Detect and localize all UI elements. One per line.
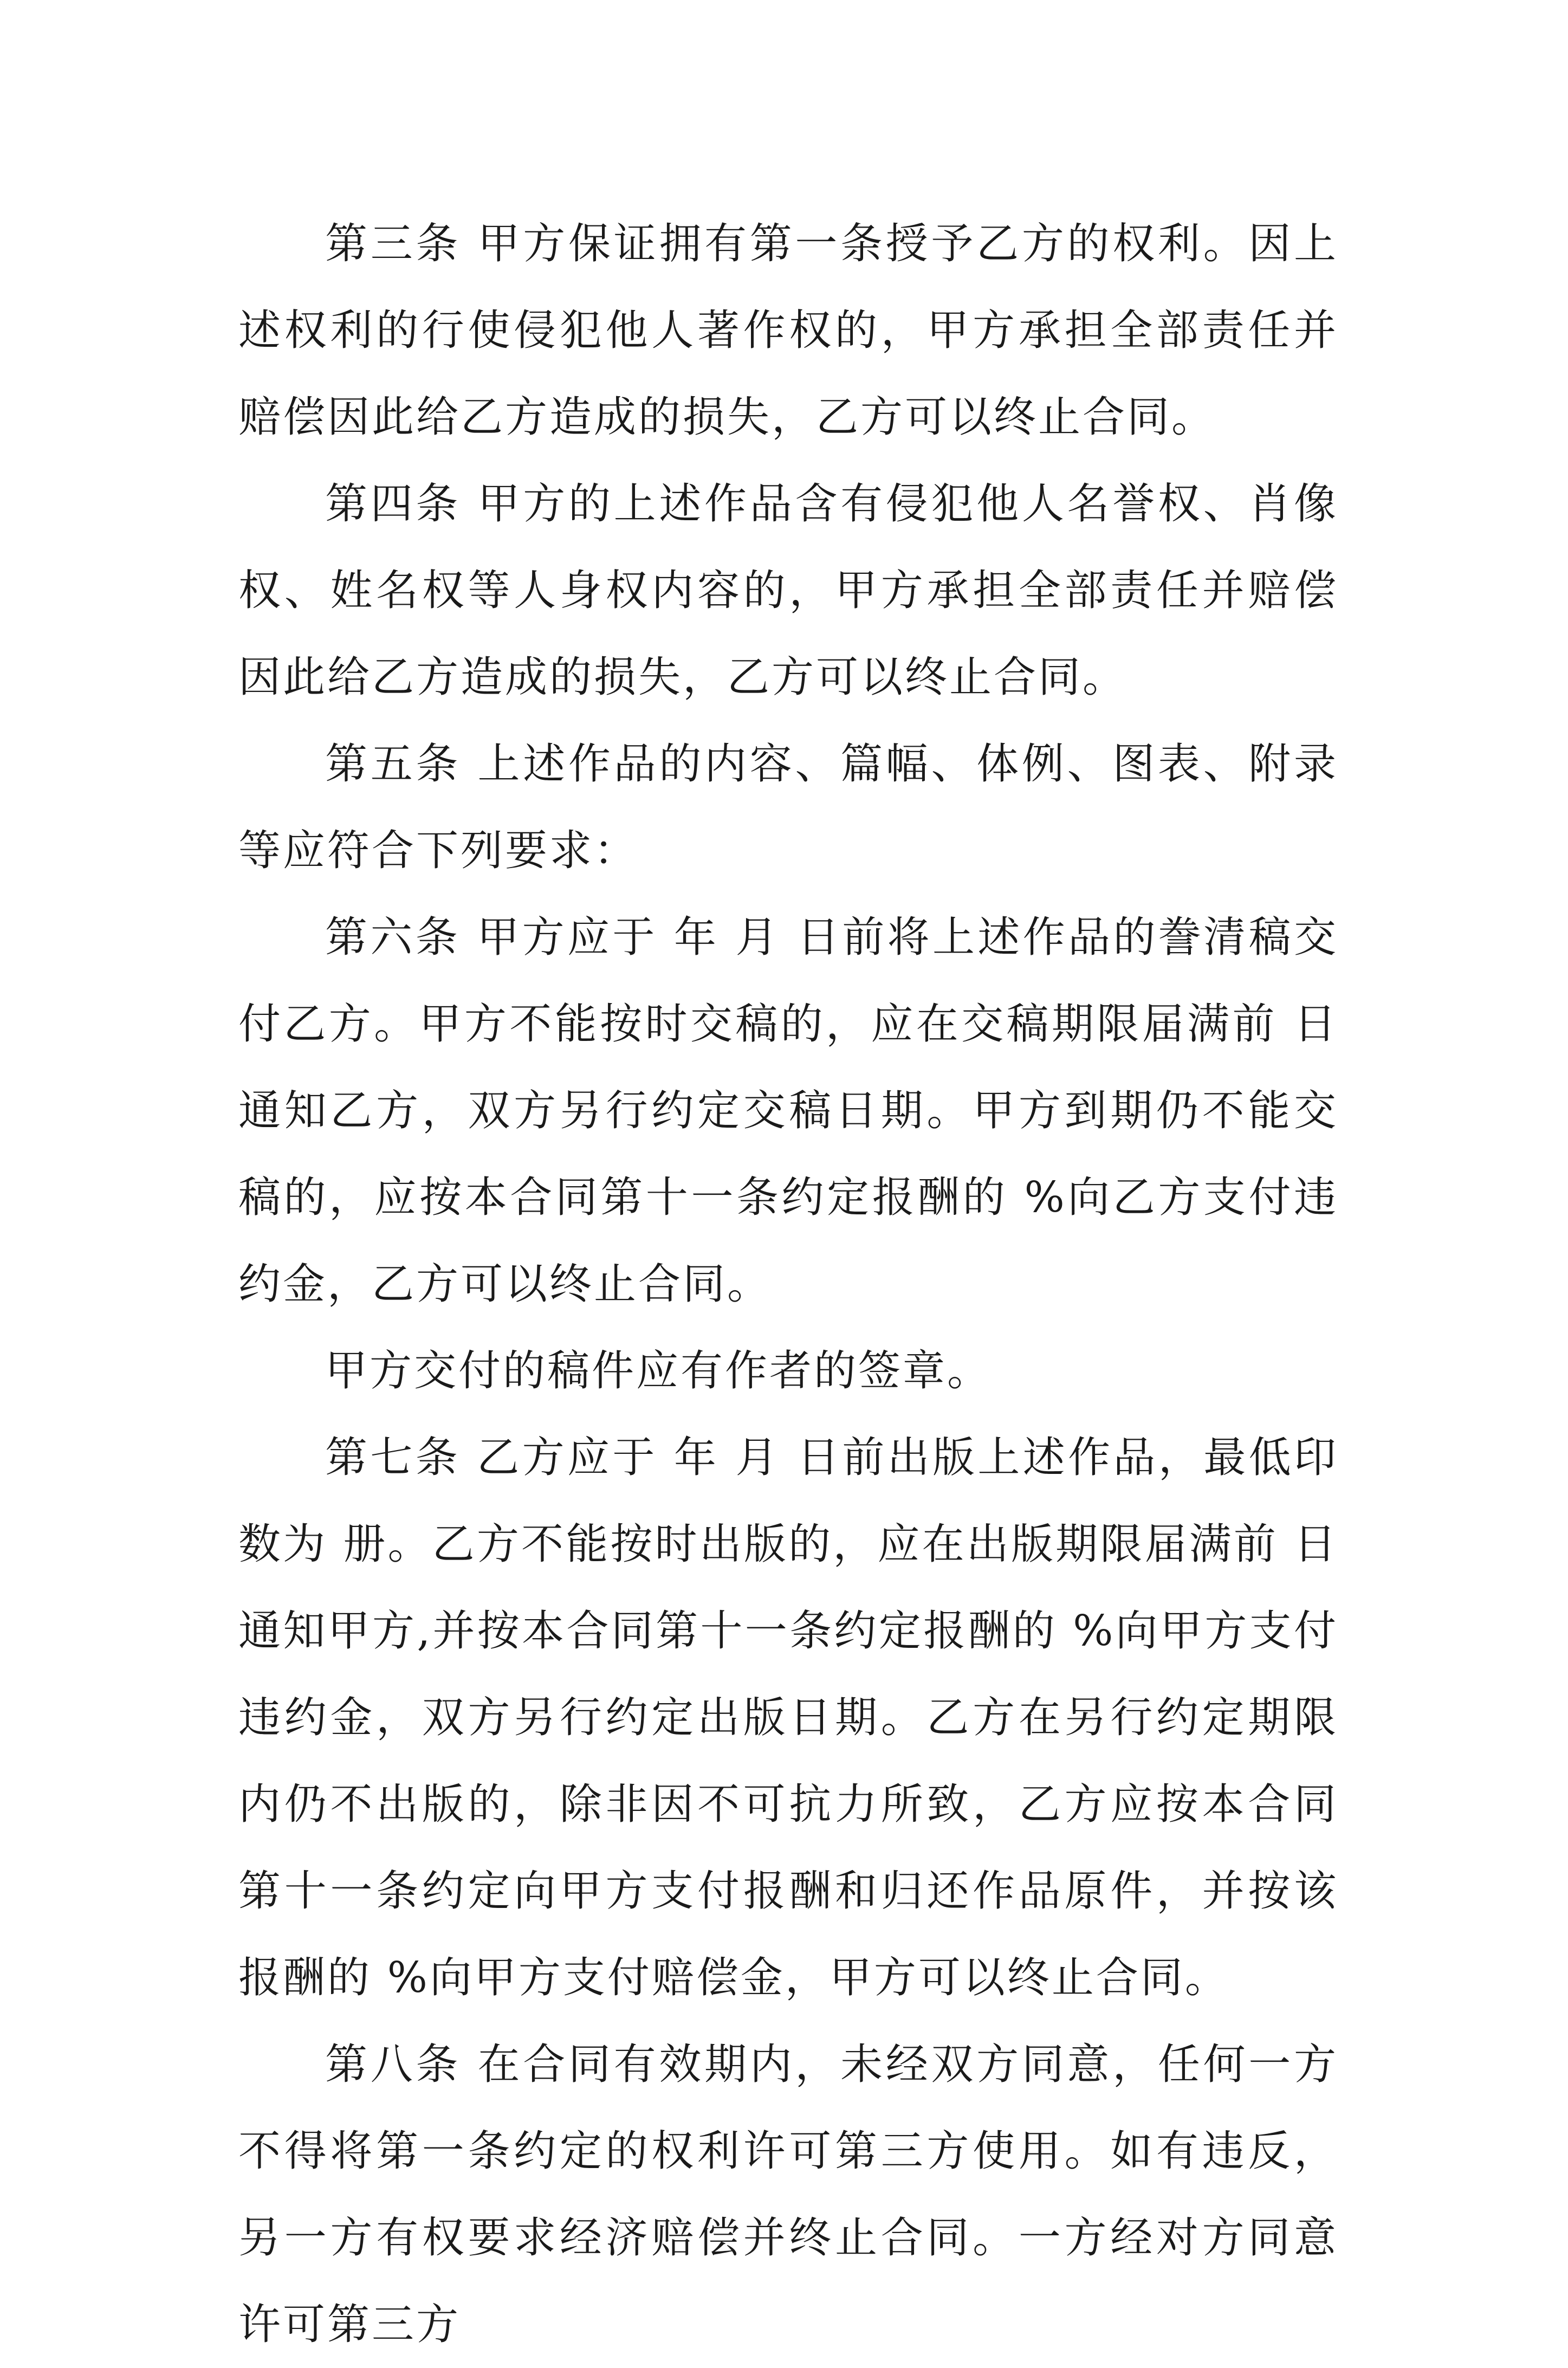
paragraph-signature-note: 甲方交付的稿件应有作者的签章。 <box>325 1347 992 1395</box>
document-body <box>238 200 1338 2368</box>
paragraph-article-3: 第三条 甲方保证拥有第一条授予乙方的权利。因上述权利的行使侵犯他人著作权的，甲方承担全部责任并赔偿因此给乙方造成的损失，乙方可以终止合同。 <box>238 219 1338 442</box>
paragraph-article-4: 第四条 甲方的上述作品含有侵犯他人名誉权、肖像权、姓名权等人身权内容的，甲方承担全部责任并赔偿因此给乙方造成的损失，乙方可以终止合同。 <box>238 480 1338 702</box>
paragraph-article-6: 第六条 甲方应于 年 月 日前将上述作品的誊清稿交付乙方。甲方不能按时交稿的，应在交稿期限届满前 日通知乙方，双方另行约定交稿日期。甲方到期仍不能交稿的，应按本合同第十一条约定报酬的 %向乙方支付违约金，乙方可以终止合同。 <box>238 913 1338 1309</box>
paragraph-article-5: 第五条 上述作品的内容、篇幅、体例、图表、附录等应符合下列要求： <box>238 740 1338 875</box>
paragraph-article-8: 第八条 在合同有效期内，未经双方同意，任何一方不得将第一条约定的权利许可第三方使用。如有违反，另一方有权要求经济赔偿并终止合同。一方经对方同意许可第三方 <box>238 2040 1338 2349</box>
paragraph-article-7: 第七条 乙方应于 年 月 日前出版上述作品，最低印数为 册。乙方不能按时出版的，应在出版期限届满前 日通知甲方,并按本合同第十一条约定报酬的 %向甲方支付违约金，双方另行约定出版日期。乙方在另行约定期限内仍不出版的，除非因不可抗力所致，乙方应按本合同第十一条约定向甲方支付报酬和归还作品原件，并按该报酬的 %向甲方支付赔偿金，甲方可以终止合同。 <box>238 1433 1338 2002</box>
